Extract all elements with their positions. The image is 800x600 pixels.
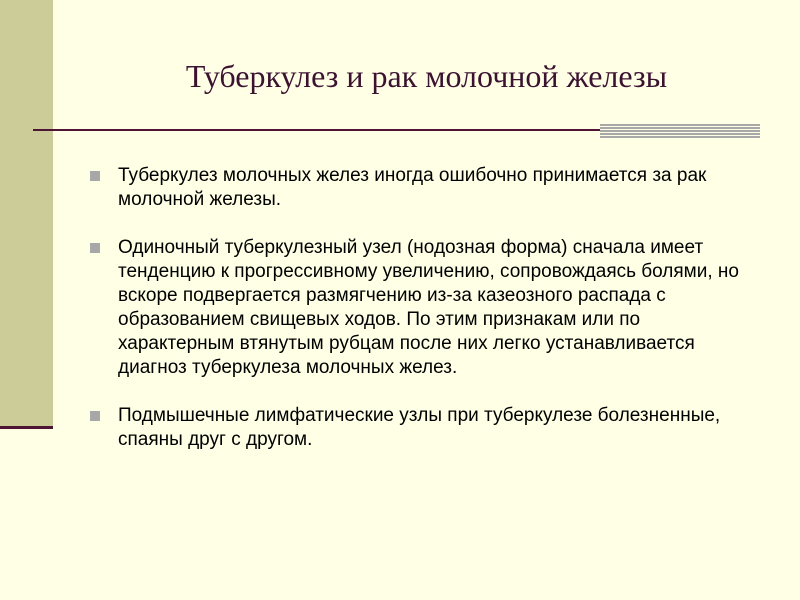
left-bar-divider bbox=[0, 426, 53, 429]
title-accent-stripes bbox=[600, 124, 760, 139]
bullet-text: Туберкулез молочных желез иногда ошибочно принимается за рак молочной железы. bbox=[118, 165, 707, 210]
bullet-list bbox=[88, 164, 758, 476]
square-bullet-icon bbox=[90, 411, 100, 421]
bullet-text: Подмышечные лимфатические узлы при туберкулезе болезненные, спаяны друг с другом. bbox=[118, 405, 721, 450]
bullet-item bbox=[88, 164, 758, 212]
left-decorative-bar bbox=[0, 0, 53, 426]
title-underline bbox=[33, 129, 603, 131]
bullet-item bbox=[88, 236, 758, 380]
square-bullet-icon bbox=[90, 171, 100, 181]
bullet-item bbox=[88, 404, 758, 452]
slide-title: Туберкулез и рак молочной железы bbox=[185, 58, 668, 94]
bullet-text: Одиночный туберкулезный узел (нодозная форма) сначала имеет тенденцию к прогрессивному увеличению, сопровождаясь болями, но вскоре подвергается размягчению из-за казеозного распада с образованием свищевых ходов. По этим признакам или по характерным втянутым рубцам после них легко устанавливается диагноз туберкулеза молочных желез. bbox=[118, 237, 739, 378]
square-bullet-icon bbox=[90, 243, 100, 253]
